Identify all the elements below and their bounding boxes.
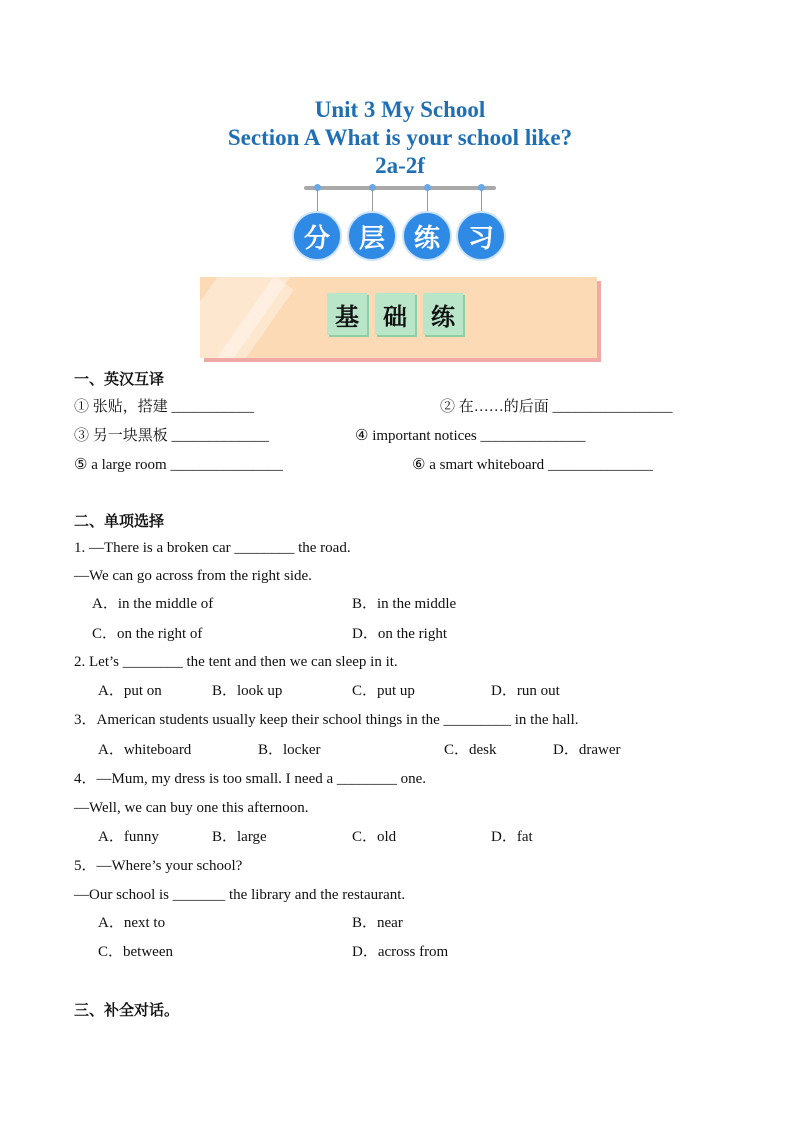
section3-heading: 三、补全对话。 xyxy=(74,1001,180,1019)
section-title: Section A What is your school like? xyxy=(227,125,573,150)
translation-item-5: ⑤ a large room _______________ xyxy=(74,457,283,473)
q2-option-b: B．look up xyxy=(212,683,283,699)
badge-char-1: 分 xyxy=(292,211,342,261)
question-3-stem: 3．American students usually keep their school things in the _________ in the hall. xyxy=(74,712,579,728)
section2-heading: 二、单项选择 xyxy=(74,512,165,530)
q5-option-d: D．across from xyxy=(352,944,449,960)
badge-char-2: 层 xyxy=(347,211,397,261)
translation-item-4: ④ important notices ______________ xyxy=(355,428,586,444)
translation-item-6: ⑥ a smart whiteboard ______________ xyxy=(412,457,653,473)
q3-option-d: D．drawer xyxy=(553,742,621,758)
q4-option-c: C．old xyxy=(352,829,397,845)
question-4-stem: 4．—Mum, my dress is too small. I need a ________ one. xyxy=(74,771,427,787)
hanger-string xyxy=(427,190,428,212)
q5-option-c: C．between xyxy=(98,944,173,960)
banner-char-2: 础 xyxy=(375,293,415,335)
q1-option-b: B．in the middle xyxy=(352,596,457,612)
q2-option-a: A．put on xyxy=(98,683,162,699)
q2-option-c: C．put up xyxy=(352,683,415,699)
hanger-string xyxy=(317,190,318,212)
translation-item-1: ① 张贴，搭建 ___________ xyxy=(74,399,255,415)
question-4-line2: —Well, we can buy one this afternoon. xyxy=(74,800,309,816)
translation-item-3: ③ 另一块黑板 _____________ xyxy=(74,428,270,444)
badge-char-4: 习 xyxy=(456,211,506,261)
q5-option-b: B．near xyxy=(352,915,403,931)
banner-char-3: 练 xyxy=(423,293,463,335)
question-5-stem: 5．—Where’s your school? xyxy=(74,858,243,874)
question-5-line2: —Our school is _______ the library and the restaurant. xyxy=(74,887,406,903)
q1-option-c: C．on the right of xyxy=(92,626,203,642)
q5-option-a: A．next to xyxy=(98,915,166,931)
q4-option-d: D．fat xyxy=(491,829,533,845)
q4-option-a: A．funny xyxy=(98,829,159,845)
hanger-string xyxy=(372,190,373,212)
q1-option-d: D．on the right xyxy=(352,626,447,642)
translation-item-2: ② 在……的后面 ________________ xyxy=(440,399,673,415)
question-2-stem: 2. Let’s ________ the tent and then we can sleep in it. xyxy=(74,654,398,670)
unit-title: Unit 3 My School xyxy=(314,97,486,122)
q2-option-d: D．run out xyxy=(491,683,560,699)
section1-heading: 一、英汉互译 xyxy=(74,370,165,388)
q4-option-b: B．large xyxy=(212,829,267,845)
lesson-range: 2a-2f xyxy=(375,153,425,178)
q3-option-c: C．desk xyxy=(444,742,497,758)
badge-char-3: 练 xyxy=(402,211,452,261)
q1-option-a: A．in the middle of xyxy=(92,596,214,612)
q3-option-a: A．whiteboard xyxy=(98,742,192,758)
question-1-line2: —We can go across from the right side. xyxy=(74,568,312,584)
banner-char-1: 基 xyxy=(327,293,367,335)
hanger-string xyxy=(481,190,482,212)
q3-option-b: B．locker xyxy=(258,742,321,758)
hanger-rail xyxy=(304,186,496,190)
question-1-stem: 1. —There is a broken car ________ the road. xyxy=(74,540,351,556)
